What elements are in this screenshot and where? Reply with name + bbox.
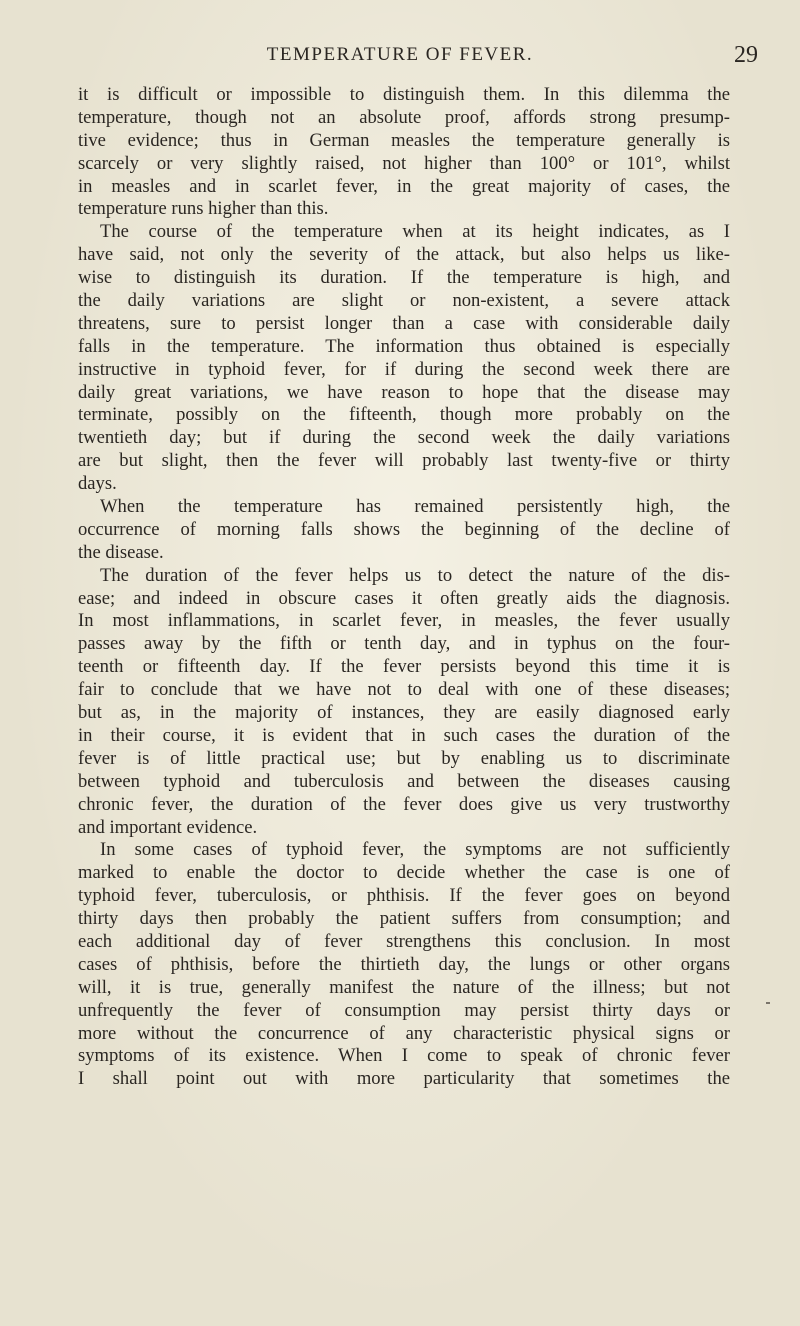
text-line: marked to enable the doctor to decide whether the case is one of: [78, 862, 730, 884]
text-line: When the temperature has remained persistently high, the: [100, 496, 730, 518]
text-line: are but slight, then the fever will probably last twenty-five or thirty: [78, 450, 730, 472]
text-line: In most inflammations, in scarlet fever, in measles, the fever usually: [78, 610, 730, 632]
text-line: in their course, it is evident that in such cases the duration of the: [78, 724, 730, 746]
text-line: threatens, sure to persist longer than a case with considerable daily: [78, 312, 730, 334]
text-line: occurrence of morning falls shows the beginning of the decline of: [78, 518, 730, 540]
text-line: unfrequently the fever of consumption may persist thirty days or: [78, 999, 730, 1021]
text-line: typhoid fever, tuberculosis, or phthisis. If the fever goes on beyond: [78, 885, 730, 907]
text-line: scarcely or very slightly raised, not higher than 100° or 101°, whilst: [78, 152, 730, 174]
text-line: I shall point out with more particularity that sometimes the: [78, 1068, 730, 1090]
text-line: falls in the temperature. The information thus obtained is especially: [78, 335, 730, 357]
text-line: but as, in the majority of instances, they are easily diagnosed early: [78, 702, 730, 724]
text-line: between typhoid and tuberculosis and between the diseases causing: [78, 770, 730, 792]
running-title: TEMPERATURE OF FEVER.: [266, 44, 534, 65]
text-line: twentieth day; but if during the second week the daily variations: [78, 427, 730, 449]
text-line: wise to distinguish its duration. If the temperature is high, and: [78, 267, 730, 289]
text-line: temperature runs higher than this.: [78, 198, 329, 220]
text-line: it is difficult or impossible to distinguish them. In this dilemma the: [78, 84, 730, 105]
text-line: The course of the temperature when at its height indicates, as I: [100, 221, 730, 243]
text-line: In some cases of typhoid fever, the symptoms are not sufficiently: [100, 839, 730, 861]
text-line: daily great variations, we have reason to hope that the disease may: [78, 381, 730, 403]
text-line: terminate, possibly on the fifteenth, though more probably on the: [78, 404, 730, 426]
text-line: chronic fever, the duration of the fever does give us very trustworthy: [78, 793, 730, 815]
page-number: 29: [734, 42, 758, 68]
text-line: will, it is true, generally manifest the nature of the illness; but not: [78, 976, 730, 998]
body-text: [78, 84, 730, 1091]
text-line: have said, not only the severity of the attack, but also helps us like-: [78, 244, 730, 266]
margin-mark: [766, 1002, 770, 1004]
text-line: tive evidence; thus in German measles the temperature generally is: [78, 129, 730, 151]
text-line: symptoms of its existence. When I come to speak of chronic fever: [78, 1045, 730, 1067]
text-line: the daily variations are slight or non-existent, a severe attack: [78, 290, 730, 312]
text-line: each additional day of fever strengthens this conclusion. In most: [78, 930, 730, 952]
text-line: ease; and indeed in obscure cases it often greatly aids the diagnosis.: [78, 587, 730, 609]
text-line: temperature, though not an absolute proof, affords strong presump-: [78, 106, 730, 128]
running-head: [0, 44, 800, 74]
text-line: and important evidence.: [78, 816, 258, 838]
text-line: The duration of the fever helps us to detect the nature of the dis-: [100, 564, 730, 586]
text-line: in measles and in scarlet fever, in the great majority of cases, the: [78, 175, 730, 197]
text-line: more without the concurrence of any characteristic physical signs or: [78, 1022, 730, 1044]
text-line: instructive in typhoid fever, for if during the second week there are: [78, 358, 730, 380]
text-line: cases of phthisis, before the thirtieth day, the lungs or other organs: [78, 953, 730, 975]
text-line: days.: [78, 473, 117, 495]
text-line: passes away by the fifth or tenth day, and in typhus on the four-: [78, 633, 730, 655]
text-line: fair to conclude that we have not to deal with one of these diseases;: [78, 679, 730, 701]
text-line: teenth or fifteenth day. If the fever persists beyond this time it is: [78, 656, 730, 678]
text-line: fever is of little practical use; but by enabling us to discriminate: [78, 747, 730, 769]
text-line: thirty days then probably the patient suffers from consumption; and: [78, 908, 730, 930]
text-line: the disease.: [78, 541, 164, 563]
